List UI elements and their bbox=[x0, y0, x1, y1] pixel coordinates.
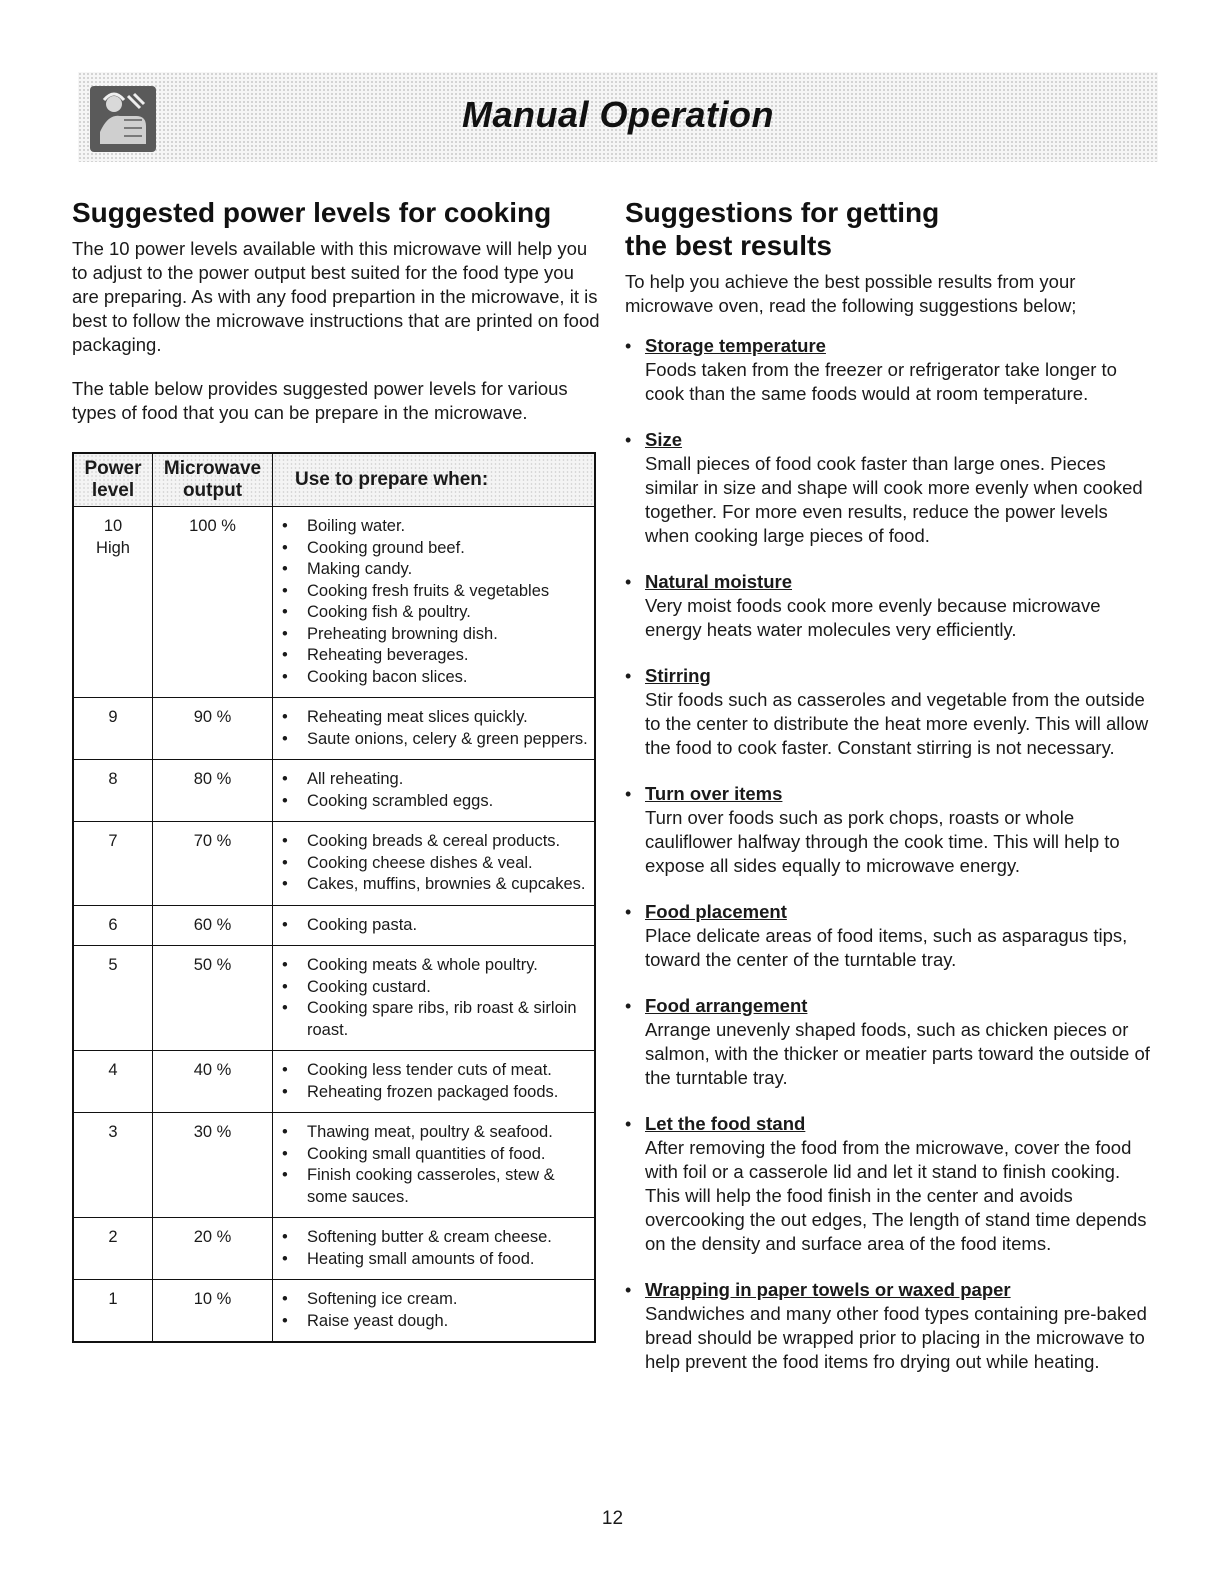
tip-item bbox=[625, 1278, 1155, 1374]
microwave-output-cell: 100 % bbox=[153, 507, 273, 698]
table-row bbox=[73, 1051, 595, 1113]
power-level-value: 6 bbox=[108, 915, 118, 934]
power-level-cell bbox=[73, 946, 153, 1051]
use-item: • All reheating. bbox=[277, 769, 590, 791]
table-row bbox=[73, 822, 595, 906]
tip-item bbox=[625, 428, 1155, 548]
power-level-cell bbox=[73, 507, 153, 698]
uses-cell bbox=[273, 946, 596, 1051]
power-level-name: High bbox=[96, 538, 130, 557]
use-item: • Cooking breads & cereal products. bbox=[277, 831, 590, 853]
power-levels-intro-2: The table below provides suggested power levels for various types of food that you can be prepare in the microwave. bbox=[72, 378, 568, 423]
tips-list bbox=[625, 334, 1155, 1374]
use-item: • Cooking cheese dishes & veal. bbox=[277, 853, 590, 875]
use-to-prepare-header: Use to prepare when: bbox=[273, 453, 596, 507]
uses-cell bbox=[273, 698, 596, 760]
power-level-value: 8 bbox=[108, 770, 118, 788]
tip-title: • Food placement bbox=[645, 901, 787, 922]
use-item: • Reheating meat slices quickly. bbox=[277, 707, 590, 729]
uses-list bbox=[277, 1122, 590, 1208]
table-row bbox=[73, 946, 595, 1051]
best-results-intro: To help you achieve the best possible results from your microwave oven, read the following suggestions below; bbox=[625, 271, 1077, 316]
power-level-value: 10 bbox=[103, 517, 123, 535]
uses-list bbox=[277, 955, 590, 1041]
tip-item bbox=[625, 334, 1155, 406]
page-title: Manual Operation bbox=[461, 94, 775, 135]
power-level-cell bbox=[73, 1051, 153, 1113]
power-level-cell bbox=[73, 698, 153, 760]
microwave-output-cell: 50 % bbox=[153, 946, 273, 1051]
tip-text: Place delicate areas of food items, such as asparagus tips, toward the center of the turntable tray. bbox=[645, 925, 1128, 970]
uses-list bbox=[277, 915, 590, 937]
use-item: • Cooking small quantities of food. bbox=[277, 1144, 590, 1166]
tip-text: Very moist foods cook more evenly because microwave energy heats water molecules very efficiently. bbox=[645, 595, 1101, 640]
use-item: • Cooking fish & poultry. bbox=[277, 602, 590, 624]
best-results-heading-line2: the best results bbox=[625, 230, 832, 261]
use-item: • Cooking spare ribs, rib roast & sirloin roast. bbox=[277, 998, 590, 1041]
best-results-heading bbox=[625, 196, 1155, 262]
table-row bbox=[73, 698, 595, 760]
power-level-value: 1 bbox=[108, 1290, 118, 1308]
use-item: • Preheating browning dish. bbox=[277, 624, 590, 646]
use-item: • Saute onions, celery & green peppers. bbox=[277, 729, 590, 751]
use-item: • Cooking bacon slices. bbox=[277, 667, 590, 689]
use-item: • Boiling water. bbox=[277, 516, 590, 538]
power-level-cell bbox=[73, 905, 153, 946]
microwave-output-cell: 90 % bbox=[153, 698, 273, 760]
use-item: • Reheating frozen packaged foods. bbox=[277, 1082, 590, 1104]
tip-text: Stir foods such as casseroles and vegetable from the outside to the center to distribute the heat more evenly. This will allow the food to cook faster. Constant stirring is not necessary. bbox=[645, 689, 1149, 758]
tip-title: • Stirring bbox=[645, 665, 711, 686]
table-row bbox=[73, 1280, 595, 1343]
uses-cell bbox=[273, 1218, 596, 1280]
uses-cell bbox=[273, 822, 596, 906]
tip-text: Small pieces of food cook faster than large ones. Pieces similar in size and shape will cook more evenly when cooked together. For more even results, reduce the power levels when cooking large pieces of food. bbox=[645, 453, 1143, 546]
microwave-output-cell: 30 % bbox=[153, 1113, 273, 1218]
use-item: • Raise yeast dough. bbox=[277, 1311, 590, 1333]
power-levels-heading: Suggested power levels for cooking bbox=[72, 197, 552, 228]
power-levels-table bbox=[72, 452, 596, 1343]
use-item: • Cooking scrambled eggs. bbox=[277, 791, 590, 813]
microwave-output-cell: 70 % bbox=[153, 822, 273, 906]
use-item: • Cooking custard. bbox=[277, 977, 590, 999]
use-item: • Cooking fresh fruits & vegetables bbox=[277, 581, 590, 603]
table-row bbox=[73, 507, 595, 698]
use-item: • Softening ice cream. bbox=[277, 1289, 590, 1311]
header-banner bbox=[78, 72, 1158, 162]
tip-text: Turn over foods such as pork chops, roasts or whole cauliflower halfway through the cook time. This will help to expose all sides equally to microwave energy. bbox=[645, 807, 1120, 876]
uses-cell bbox=[273, 905, 596, 946]
tip-item bbox=[625, 664, 1155, 760]
tip-text: Sandwiches and many other food types containing pre-baked bread should be wrapped prior to placing in the microwave to help prevent the food items fro drying out while heating. bbox=[645, 1303, 1147, 1372]
tip-item bbox=[625, 1112, 1155, 1256]
uses-list bbox=[277, 1289, 590, 1332]
tip-title: • Food arrangement bbox=[645, 995, 808, 1016]
tip-item bbox=[625, 900, 1155, 972]
tip-text: Foods taken from the freezer or refrigerator take longer to cook than the same foods would at room temperature. bbox=[645, 359, 1117, 404]
power-level-value: 7 bbox=[108, 832, 118, 850]
use-item: • Cooking ground beef. bbox=[277, 538, 590, 560]
table-row bbox=[73, 760, 595, 822]
power-level-cell bbox=[73, 1280, 153, 1343]
use-item: • Cooking pasta. bbox=[277, 915, 590, 937]
uses-cell bbox=[273, 1280, 596, 1343]
power-levels-section bbox=[72, 196, 602, 425]
uses-list bbox=[277, 831, 590, 896]
power-level-value: 5 bbox=[108, 956, 118, 974]
use-item: • Cooking meats & whole poultry. bbox=[277, 955, 590, 977]
best-results-heading-line1: Suggestions for getting bbox=[625, 197, 940, 228]
use-item: • Thawing meat, poultry & seafood. bbox=[277, 1122, 590, 1144]
power-levels-intro: The 10 power levels available with this microwave will help you to adjust to the power output best suited for the food type you are preparing. As with any food prepartion in the microwave, it is best to follow the microwave instructions that are printed on food packaging. bbox=[72, 238, 600, 355]
use-item: • Cooking less tender cuts of meat. bbox=[277, 1060, 590, 1082]
use-item: • Making candy. bbox=[277, 559, 590, 581]
use-item: • Cakes, muffins, brownies & cupcakes. bbox=[277, 874, 590, 896]
tip-text: Arrange unevenly shaped foods, such as chicken pieces or salmon, with the thicker or meatier parts toward the outside of the turntable tray. bbox=[645, 1019, 1150, 1088]
tip-item bbox=[625, 994, 1155, 1090]
tip-title: • Turn over items bbox=[645, 783, 783, 804]
power-level-cell bbox=[73, 1113, 153, 1218]
best-results-section bbox=[625, 196, 1155, 1396]
power-level-cell bbox=[73, 760, 153, 822]
tip-title: • Let the food stand bbox=[645, 1113, 806, 1134]
tip-item bbox=[625, 570, 1155, 642]
use-item: • Reheating beverages. bbox=[277, 645, 590, 667]
tip-title: • Size bbox=[645, 429, 683, 450]
use-item: • Heating small amounts of food. bbox=[277, 1249, 590, 1271]
table-row bbox=[73, 1218, 595, 1280]
uses-cell bbox=[273, 1113, 596, 1218]
table-header-row bbox=[73, 453, 595, 507]
use-item: • Finish cooking casseroles, stew & some sauces. bbox=[277, 1165, 590, 1208]
microwave-output-cell: 60 % bbox=[153, 905, 273, 946]
tip-title: • Storage temperature bbox=[645, 335, 826, 356]
table-row bbox=[73, 905, 595, 946]
microwave-output-cell: 20 % bbox=[153, 1218, 273, 1280]
tip-text: After removing the food from the microwave, cover the food with foil or a casserole lid and let it stand to finish cooking. This will help the food finish in the center and avoids overcooking the out edges, The length of stand time depends on the density and surface area of the food items. bbox=[645, 1137, 1147, 1254]
microwave-output-cell: 10 % bbox=[153, 1280, 273, 1343]
power-level-value: 3 bbox=[108, 1123, 118, 1141]
microwave-output-header: Microwave output bbox=[153, 453, 273, 507]
microwave-output-cell: 80 % bbox=[153, 760, 273, 822]
tip-item bbox=[625, 782, 1155, 878]
power-level-header: Power level bbox=[73, 453, 153, 507]
power-level-value: 9 bbox=[108, 708, 118, 726]
use-item: • Softening butter & cream cheese. bbox=[277, 1227, 590, 1249]
power-level-cell bbox=[73, 1218, 153, 1280]
uses-cell bbox=[273, 760, 596, 822]
uses-list bbox=[277, 1060, 590, 1103]
uses-list bbox=[277, 707, 590, 750]
power-level-cell bbox=[73, 822, 153, 906]
uses-cell bbox=[273, 1051, 596, 1113]
tip-title: • Natural moisture bbox=[645, 571, 793, 592]
uses-list bbox=[277, 516, 590, 688]
microwave-output-cell: 40 % bbox=[153, 1051, 273, 1113]
power-level-value: 4 bbox=[108, 1061, 118, 1079]
uses-list bbox=[277, 769, 590, 812]
uses-cell bbox=[273, 507, 596, 698]
power-level-value: 2 bbox=[108, 1228, 118, 1246]
tip-title: • Wrapping in paper towels or waxed paper bbox=[645, 1279, 1011, 1300]
table-row bbox=[73, 1113, 595, 1218]
uses-list bbox=[277, 1227, 590, 1270]
page-number: 12 bbox=[601, 1508, 624, 1529]
